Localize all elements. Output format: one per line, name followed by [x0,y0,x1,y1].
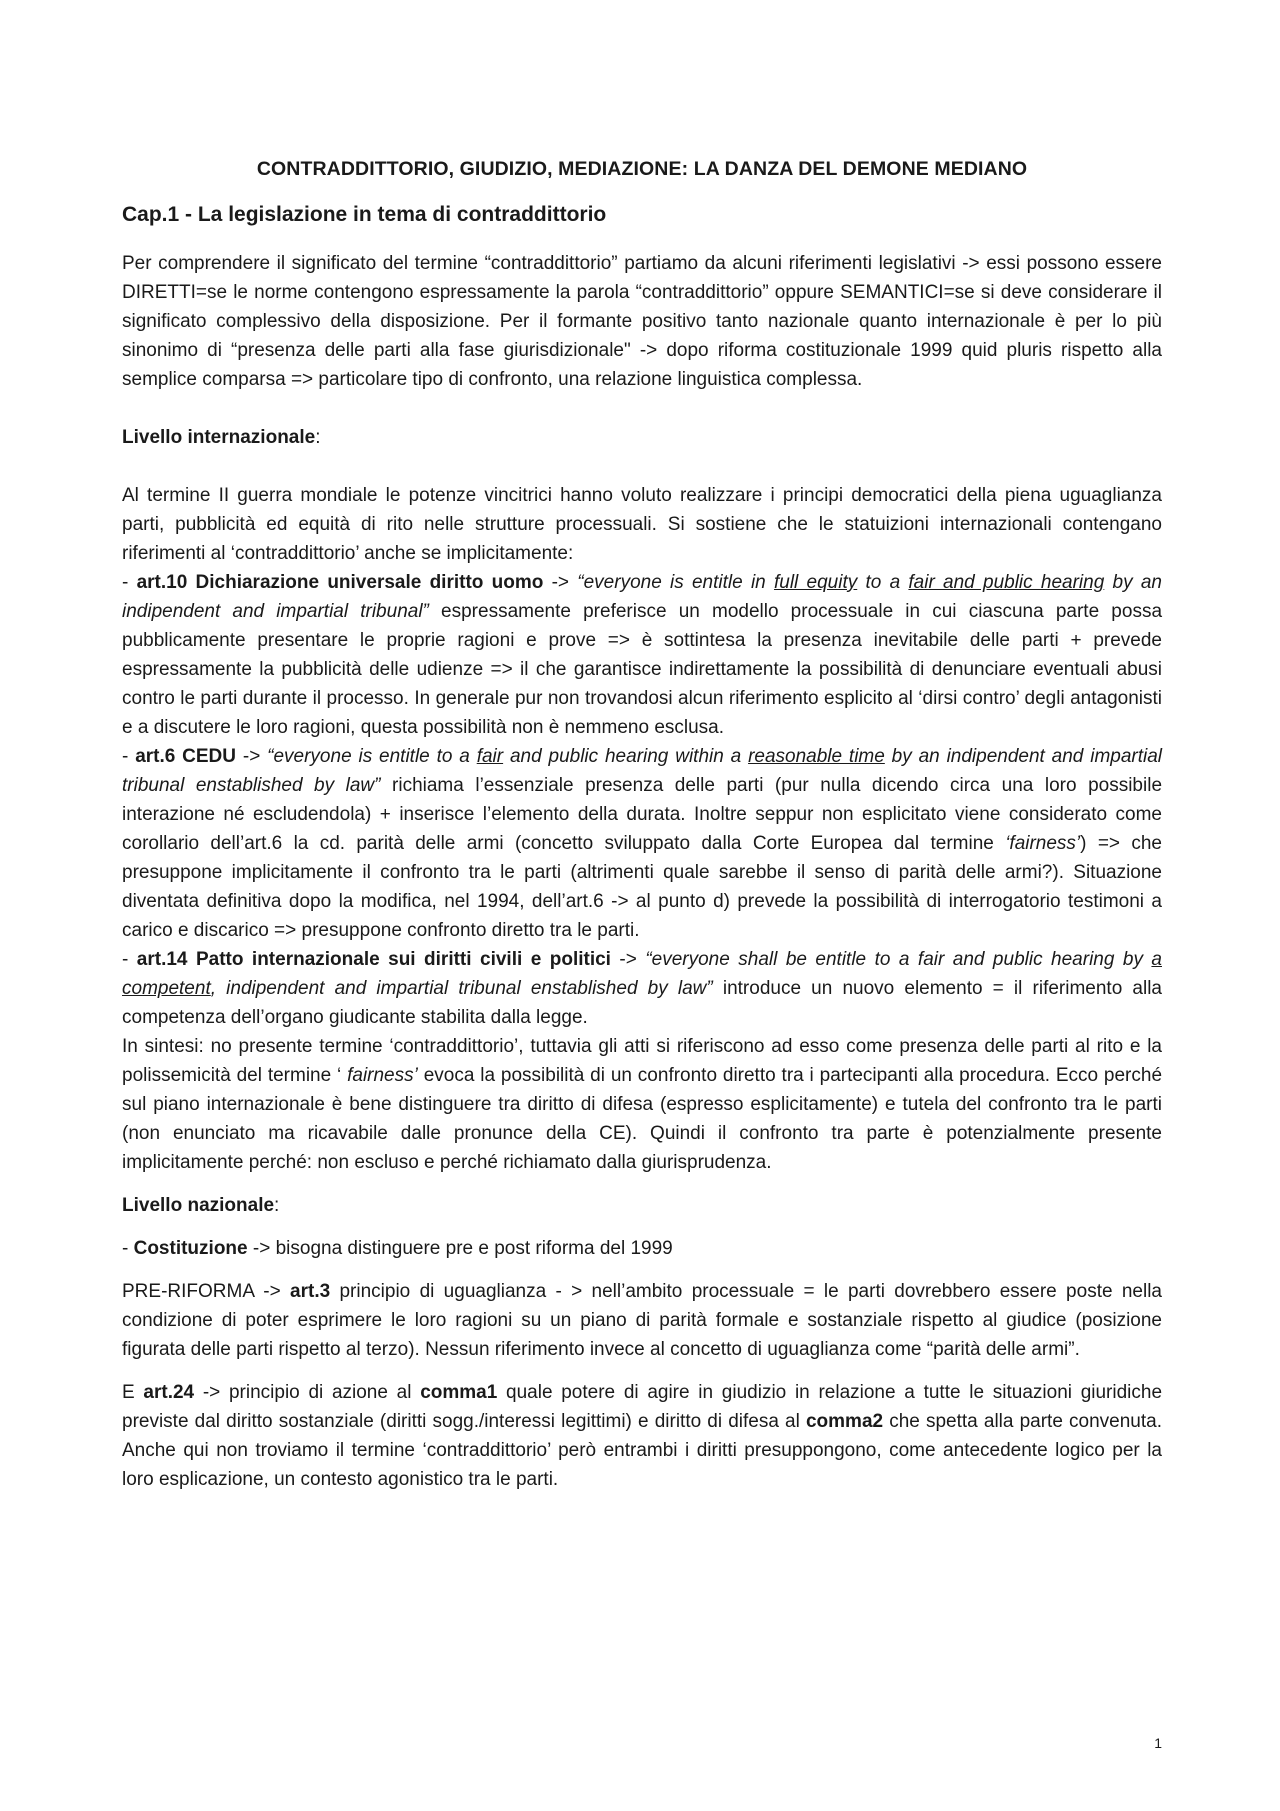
document-page [122,158,1162,1494]
art6-paragraph: - art.6 CEDU -> “everyone is entitle to a fair and public hearing within a reasonable time by an indipendent and impartial tribunal enstablished by law” richiama l’essenziale presenza delle parti (pur nulla dicendo circa una loro possibile interazione né escludendola) + inserisce l’elemento della durata. Inoltre seppur non esplicitato viene considerato come corollario dell’art.6 la cd. parità delle armi (concetto sviluppato dalla Corte Europea dal termine ‘fairness’) => che presuppone implicitamente il confronto tra le parti (altrimenti quale sarebbe il senso di parità delle armi?). Situazione diventata definitiva dopo la modifica, nel 1994, dell’art.6 -> al punto d) prevede la possibilità di interrogatorio testimoni a carico e discarico => presuppone confronto diretto tra le parti. [122,746,1163,941]
national-heading: Livello nazionale: [122,1195,280,1216]
summary-paragraph: In sintesi: no presente termine ‘contraddittorio’, tuttavia gli atti si riferiscono ad esso come presenza delle parti al rito e la polissemicità del termine ‘ fairness’ evoca la possibilità di un confronto diretto tra i partecipanti alla procedura. Ecco perché sul piano internazionale è bene distinguere tra diritto di difesa (espresso esplicitamente) e tutela del confronto tra le parti (non enunciato ma ricavabile dalle pronunce della CE). Quindi il confronto tra parte è potenzialmente presente implicitamente perché: non escluso e perché richiamato dalla giurisprudenza. [122,1036,1163,1173]
chapter-heading: Cap.1 - La legislazione in tema di contraddittorio [122,203,607,226]
intro-paragraph: Per comprendere il significato del termine “contraddittorio” partiamo da alcuni riferimenti legislativi -> essi possono essere DIRETTI=se le norme contengono espressamente la parola “contraddittorio” oppure SEMANTICI=se si deve considerare il significato complessivo della disposizione. Per il formante positivo tanto nazionale quanto internazionale è per lo più sinonimo di “presenza delle parti alla fase giurisdizionale" -> dopo riforma costituzionale 1999 quid pluris rispetto alla semplice comparsa => particolare tipo di confronto, una relazione linguistica complessa. [122,253,1162,390]
art14-paragraph: - art.14 Patto internazionale sui diritti civili e politici -> “everyone shall be entitle to a fair and public hearing by a competent, indipendent and impartial tribunal enstablished by law” introduce un nuovo elemento = il riferimento alla competenza dell’organo giudicante stabilita dalla legge. [122,949,1162,1028]
pre-riforma-paragraph: PRE-RIFORMA -> art.3 principio di uguaglianza - > nell’ambito processuale = le parti dovrebbero essere poste nella condizione di poter esprimere le loro ragioni su un piano di parità formale e sostanziale rispetto al giudice (posizione figurata delle parti rispetto al terzo). Nessun riferimento invece al concetto di uguaglianza come “parità delle armi”. [122,1281,1163,1360]
international-heading: Livello internazionale: [122,427,321,448]
page-number: 1 [1154,1735,1162,1751]
costituzione-paragraph: - Costituzione -> bisogna distinguere pre e post riforma del 1999 [122,1238,673,1259]
document-title: CONTRADDITTORIO, GIUDIZIO, MEDIAZIONE: LA DANZA DEL DEMONE MEDIANO [256,158,1028,180]
art24-paragraph: E art.24 -> principio di azione al comma1 quale potere di agire in giudizio in relazione a tutte le situazioni giuridiche previste dal diritto sostanziale (diritti sogg./interessi legittimi) e diritto di difesa al comma2 che spetta alla parte convenuta. Anche qui non troviamo il termine ‘contraddittorio’ però entrambi i diritti presuppongono, come antecedente logico per la loro esplicazione, un contesto agonistico tra le parti. [122,1382,1163,1490]
art10-paragraph: - art.10 Dichiarazione universale diritto uomo -> “everyone is entitle in full equity to a fair and public hearing by an indipendent and impartial tribunal” espressamente preferisce un modello processuale in cui ciascuna parte possa pubblicamente presentare le proprie ragioni e prove => è sottintesa la presenza inevitabile delle parti + prevede espressamente la pubblicità delle udienze => il che garantisce indirettamente la possibilità di denunciare eventuali abusi contro le parti durante il processo. In generale pur non trovandosi alcun riferimento esplicito al ‘dirsi contro’ degli antagonisti e a discutere le loro ragioni, questa possibilità non è nemmeno esclusa. [122,572,1163,738]
international-intro-paragraph: Al termine II guerra mondiale le potenze vincitrici hanno voluto realizzare i principi democratici della piena uguaglianza parti, pubblicità ed equità di rito nelle strutture processuali. Si sostiene che le statuizioni internazionali contengano riferimenti al ‘contraddittorio’ anche se implicitamente: [122,485,1162,564]
